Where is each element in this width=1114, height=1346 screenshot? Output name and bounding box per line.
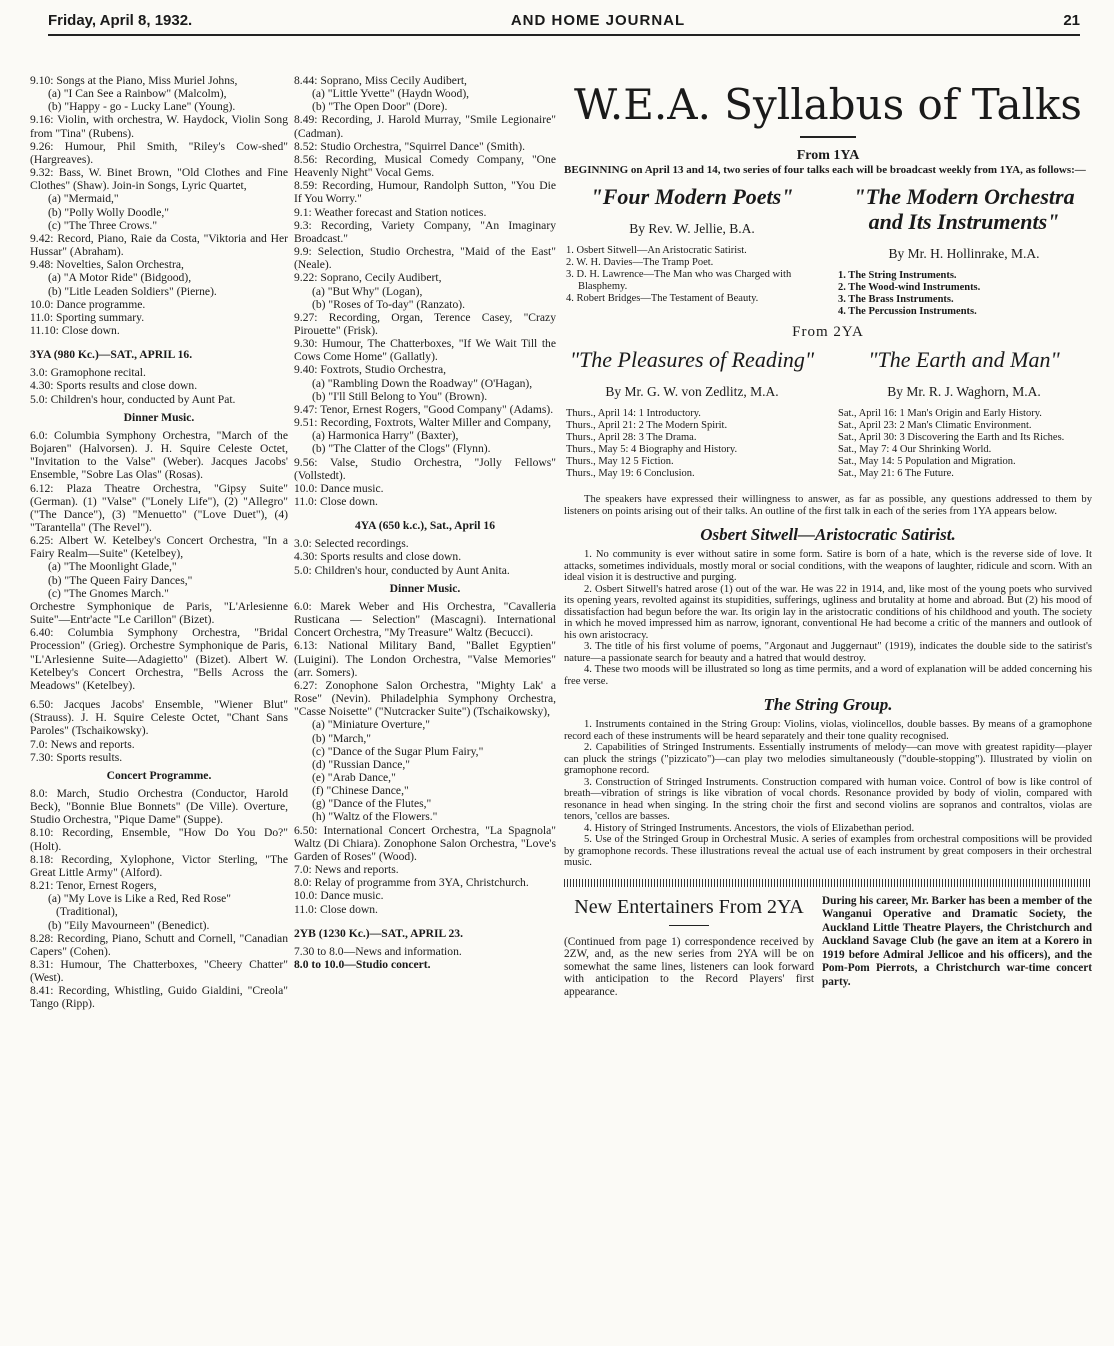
- prog-line: 3.0: Gramophone recital.: [30, 366, 146, 380]
- new-entertainers-article: [564, 895, 1092, 999]
- header-date: Friday, April 8, 1932.: [48, 12, 193, 29]
- paragraph: 5. Use of the Stringed Group in Orchestral Music. A series of examples from orchestral compositions will be provided by gramophone records. These illustrations reveal the actual use of each instrument by great composers in their orchestral music.: [564, 834, 1092, 868]
- paragraph: 2. Capabilities of Stringed Instruments. Essentially instruments of melody—can move with greatest rapidity—player can pluck the strings ("pizzicato")—can play two melodies simultaneously ("double-stopping"). Illustrated by violin on gramophone record.: [564, 742, 1092, 776]
- prog-line: (a) "Rambling Down the Roadway" (O'Hagan),: [312, 376, 533, 390]
- programme-column-1: [30, 74, 288, 1011]
- prog-line: 9.47: Tenor, Ernest Rogers, "Good Company" (Adams).: [294, 402, 554, 416]
- prog-line: (b) "The Clatter of the Clogs" (Flynn).: [312, 442, 491, 456]
- series-speaker: By Rev. W. Jellie, B.A.: [629, 221, 755, 236]
- prog-line: 4.30: Sports results and close down.: [294, 550, 462, 564]
- prog-line: 6.50: International Concert Orchestra, "La Spagnola" Waltz (Di Chiara). Zonophone Salon Orchestra, "Love's Garden of Roses" (Wood).: [294, 823, 556, 863]
- prog-line: (a) "A Motor Ride" (Bidgood),: [48, 271, 192, 285]
- prog-line: Orchestre Symphonique de Paris, "L'Arlesienne Suite"—Entr'acte "Le Carillon" (Bizet).: [30, 599, 288, 627]
- list-item: 3. The Brass Instruments.: [838, 294, 954, 305]
- prog-line: (e) "Arab Dance,": [312, 770, 396, 784]
- divider: [669, 925, 709, 926]
- prog-line: (a) "I Can See a Rainbow" (Malcolm),: [48, 87, 227, 101]
- series-title: "Four Modern Poets": [590, 184, 794, 209]
- prog-line: 9.27: Recording, Organ, Terence Casey, "Crazy Pirouette" (Frisk).: [294, 310, 556, 337]
- prog-line: (b) "March,": [312, 731, 372, 745]
- prog-line: 7.0: News and reports.: [30, 737, 135, 751]
- list-item: Thurs., May 19: 6 Conclusion.: [566, 468, 695, 479]
- list-item: Thurs., May 12 5 Fiction.: [566, 456, 674, 467]
- programme-column-2: [294, 74, 556, 971]
- series-title: "The Modern Orchestra and Its Instruments": [853, 184, 1075, 234]
- list-item: 2. The Wood-wind Instruments.: [838, 282, 981, 293]
- series-speaker: By Mr. G. W. von Zedlitz, M.A.: [605, 384, 779, 399]
- list-item: Thurs., April 21: 2 The Modern Spirit.: [566, 420, 728, 431]
- prog-line: 9.9: Selection, Studio Orchestra, "Maid of the East" (Neale).: [294, 245, 556, 272]
- dotted-divider: [564, 879, 1092, 887]
- section-heading: Dinner Music.: [123, 410, 195, 424]
- prog-line: 6.13: National Military Band, "Ballet Egyptien" (Luigini). The London Orchestra, "Valse Memories" (arr. Somers).: [294, 639, 556, 679]
- series-modern-orchestra: [836, 184, 1092, 318]
- prog-line: 6.0: Columbia Symphony Orchestra, "March of the Bojaren" (Halvorsen). J. H. Squire Celeste Octet, "Invitation to the Valse" (Weber). Jacques Jacobs' Ensemble, "Sobre Las Olas" (Rosas).: [30, 428, 288, 482]
- prog-line: 8.28: Recording, Piano, Schutt and Cornell, "Canadian Capers" (Cohen).: [30, 931, 288, 958]
- prog-line: 8.0 to 10.0—Studio concert.: [294, 958, 431, 971]
- paragraph: 4. These two moods will be illustrated so long as time permits, and a word of explanation will be added concerning his free verse.: [564, 664, 1092, 687]
- prog-line: 3.0: Selected recordings.: [294, 537, 409, 551]
- prog-line: (b) "The Open Door" (Dore).: [312, 100, 448, 114]
- prog-line: 6.12: Plaza Theatre Orchestra, "Gipsy Suite" (German). (1) "Valse" ("Lonely Life"), (2) "Allegro" ("The Dance"), (3) "Menuetto" ("Love Duet"), (4) "Tarantella" (The Revel").: [30, 481, 288, 534]
- prog-line: (a) "Miniature Overture,": [312, 718, 430, 732]
- prog-line: 8.10: Recording, Ensemble, "How Do You Do?" (Holt).: [30, 826, 288, 853]
- list-item: 2. W. H. Davies—The Tramp Poet.: [566, 257, 714, 268]
- prog-line: 10.0: Dance music.: [294, 481, 384, 495]
- station-heading: 3YA (980 Kc.)—SAT., APRIL 16.: [30, 348, 193, 362]
- prog-line: (c) "The Three Crows.": [48, 218, 158, 232]
- prog-line: 6.27: Zonophone Salon Orchestra, "Mighty Lak' a Rose" (Nevin). Philadelphia Symphony Orchestra, "Casse Noisette" ("Nutcracker Suite") (Tschaikowsky),: [294, 678, 556, 719]
- station-heading: 4YA (650 k.c.), Sat., April 16: [355, 519, 495, 533]
- series-title: "The Pleasures of Reading": [569, 347, 815, 372]
- divider: [800, 136, 856, 138]
- intro-text: BEGINNING on April 13 and 14, two series of four talks each will be broadcast weekly from 1YA, as follows:—: [564, 164, 1086, 176]
- prog-line: 8.41: Recording, Whistling, Guido Gialdini, "Creola" Tango (Ripp).: [30, 984, 288, 1011]
- prog-line: (b) "Polly Wolly Doodle,": [48, 205, 170, 219]
- list-item: Sat., April 30: 3 Discovering the Earth and Its Riches.: [838, 432, 1065, 443]
- list-item: Thurs., April 14: 1 Introductory.: [566, 408, 701, 419]
- prog-line: 11.0: Close down.: [294, 495, 378, 508]
- paragraph: 1. Instruments contained in the String Group: Violins, violas, violincellos, double basses. By means of a gramophone record each of these instruments will be heard separately and their tone quality recognised.: [564, 719, 1092, 742]
- prog-line: (a) "Mermaid,": [48, 192, 119, 206]
- paragraph: 1. No community is ever without satire in some form. Satire is born of a hate, which is the reverse side of love. It attacks, sometimes individuals, mostly moral or social conditions, with the weapons of laughter, ridicule and scorn. With an ideal vision it is destructive and purging.: [564, 549, 1092, 583]
- series-speaker: By Mr. R. J. Waghorn, M.A.: [887, 384, 1041, 399]
- paragraph: 2. Osbert Sitwell's hatred arose (1) out of the war. He was 22 in 1914, and, like most of the young poets who survived its opening years, revolted against its stupidities, sufferings, ugliness and brutality at home and abroad. But (2) his mood of dissatisfaction had begun before the war. Its origin lay in the aristocratic conditions of his childhood and youth. The society in which he moved impressed him as narrow, ignorant, conventional He had become a critic of the manners and outlook of his own aristocracy.: [564, 583, 1092, 641]
- section-heading: Dinner Music.: [389, 581, 461, 595]
- prog-line: 8.0: March, Studio Orchestra (Conductor, Harold Beck), "Bonnie Blue Bonnets" (De Ville). Overture, Studio Orchestra, "Pique Dame" (Suppe).: [30, 786, 288, 827]
- prog-line: (b) "The Queen Fairy Dances,": [48, 573, 193, 587]
- header-page-number: 21: [1063, 12, 1080, 29]
- prog-line: 9.26: Humour, Phil Smith, "Riley's Cow-shed" (Hargreaves).: [30, 139, 288, 166]
- prog-line: 10.0: Dance programme.: [30, 297, 146, 311]
- prog-line: 6.50: Jacques Jacobs' Ensemble, "Wiener Blut" (Strauss). J. H. Squire Celeste Octet, "Chant Sans Paroles" (Tschaikowsky).: [30, 698, 288, 738]
- station-heading: 2YB (1230 Kc.)—SAT., APRIL 23.: [294, 926, 463, 940]
- prog-line: 8.56: Recording, Musical Comedy Company, "One Heavenly Night" Vocal Gems.: [294, 152, 556, 180]
- prog-line: 10.0: Dance music.: [294, 889, 384, 903]
- series-earth-and-man: [836, 347, 1092, 480]
- prog-line: 9.10: Songs at the Piano, Miss Muriel Johns,: [30, 74, 238, 87]
- series-title: "The Earth and Man": [868, 347, 1060, 372]
- prog-line: 9.42: Record, Piano, Raie da Costa, "Viktoria and Her Hussar" (Abraham).: [30, 231, 288, 259]
- station-heading: From 2YA: [792, 324, 864, 340]
- prog-line: (a) "My Love is Like a Red, Red Rose" (Traditional),: [48, 892, 232, 919]
- prog-line: 8.0: Relay of programme from 3YA, Christchurch.: [294, 876, 529, 890]
- prog-line: 8.52: Studio Orchestra, "Squirrel Dance" (Smith).: [294, 139, 525, 153]
- section-heading: Concert Programme.: [106, 768, 212, 782]
- list-item: Thurs., May 5: 4 Biography and History.: [566, 444, 738, 455]
- prog-line: 8.18: Recording, Xylophone, Victor Sterling, "The Great Little Army" (Alford).: [30, 852, 288, 879]
- list-item: Sat., May 14: 5 Population and Migration.: [838, 456, 1016, 467]
- prog-line: 5.0: Children's hour, conducted by Aunt Anita.: [294, 563, 510, 577]
- list-item: Sat., April 23: 2 Man's Climatic Environment.: [838, 420, 1032, 431]
- prog-line: 6.0: Marek Weber and His Orchestra, "Cavalleria Rusticana — Selection" (Mascagni). International Concert Orchestra, "My Treasure" Waltz (Becucci).: [294, 599, 556, 640]
- series-speaker: By Mr. H. Hollinrake, M.A.: [888, 246, 1040, 261]
- list-item: 4. The Percussion Instruments.: [838, 306, 977, 317]
- station-heading: From 1YA: [796, 148, 860, 163]
- prog-line: (a) Harmonica Harry" (Baxter),: [312, 429, 459, 443]
- list-item: 4. Robert Bridges—The Testament of Beauty.: [566, 293, 759, 304]
- article-title: New Entertainers From 2YA: [574, 895, 804, 918]
- prog-line: 8.44: Soprano, Miss Cecily Audibert,: [294, 74, 467, 87]
- prog-line: (b) "Happy - go - Lucky Lane" (Young).: [48, 100, 236, 114]
- paragraph: 4. History of Stringed Instruments. Ancestors, the viols of Elizabethan period.: [584, 822, 915, 834]
- prog-line: 7.30: Sports results.: [30, 750, 123, 764]
- prog-line: (b) "Eily Mavourneen" (Benedict).: [48, 918, 210, 932]
- prog-line: 9.30: Humour, The Chatterboxes, "If We Wait Till the Cows Come Home" (Gallatly).: [294, 337, 556, 364]
- prog-line: (c) "Dance of the Sugar Plum Fairy,": [312, 744, 484, 758]
- prog-line: 11.10: Close down.: [30, 323, 120, 337]
- section-heading: The String Group.: [763, 695, 893, 714]
- prog-line: (h) "Waltz of the Flowers.": [312, 810, 438, 824]
- article-body-continued: During his career, Mr. Barker has been a member of the Wanganui Operative and Dramatic Society, the Auckland Little Theatre Players, the Christchurch and Auckland Savage Club (he gave an item at a Korero in 1919 before Admiral Jellicoe and his officers), and the Pom-Pom Pierrots, a Christchurch war-time concert party.: [822, 894, 1092, 988]
- prog-line: 9.16: Violin, with orchestra, W. Haydock, Violin Song from "Tina" (Rubens).: [30, 113, 288, 140]
- prog-line: 9.32: Bass, W. Binet Brown, "Old Clothes and Fine Clothes" (Shaw). Join-in Songs, Lyric Quartet,: [30, 166, 288, 193]
- series-pleasures-of-reading: [564, 347, 820, 480]
- speakers-note: The speakers have expressed their willingness to answer, as far as possible, any questions addressed to them by listeners on points arising out of their talks. An outline of the first talk in each of the series from 1YA appears below.: [564, 494, 1092, 517]
- prog-line: 9.51: Recording, Foxtrots, Walter Miller and Company,: [294, 416, 551, 430]
- prog-line: (b) "I'll Still Belong to You" (Brown).: [312, 389, 488, 403]
- paragraph: 3. Construction of Stringed Instruments. Construction compared with human voice. Control of bow is like control of breath—vibration of strings is like vibration of vocal chords. Resonance provided by body of violin, compared with resonance in head when singing. In the string choir the first and second violins are sopranos and contraltos, violas are tenors, 'cellos are basses.: [564, 776, 1092, 822]
- header-journal: AND HOME JOURNAL: [510, 12, 686, 29]
- list-item: Sat., April 16: 1 Man's Origin and Early History.: [838, 408, 1042, 419]
- prog-line: 11.0: Sporting summary.: [30, 310, 145, 324]
- prog-line: 9.22: Soprano, Cecily Audibert,: [294, 271, 442, 285]
- prog-line: 7.0: News and reports.: [294, 863, 399, 877]
- list-item: 1. The String Instruments.: [838, 270, 957, 281]
- prog-line: (f) "Chinese Dance,": [312, 784, 409, 798]
- prog-line: (g) "Dance of the Flutes,": [312, 797, 432, 811]
- prog-line: (d) "Russian Dance,": [312, 757, 411, 771]
- prog-line: 6.40: Columbia Symphony Orchestra, "Bridal Procession" (Grieg). Orchestre Symphonique de Paris, "L'Arlesienne Suite—Adagietto" (Bizet). Albert W. Ketelbey's Concert Orchestra, "Bells Across the Meadows" (Ketelbey).: [30, 626, 288, 692]
- prog-line: (b) "Litle Leaden Soldiers" (Pierne).: [48, 284, 217, 298]
- prog-line: 9.48: Novelties, Salon Orchestra,: [30, 258, 184, 272]
- list-item: Thurs., April 28: 3 The Drama.: [566, 432, 697, 443]
- prog-line: 9.1: Weather forecast and Station notices.: [294, 205, 487, 219]
- prog-line: 8.59: Recording, Humour, Randolph Sutton, "You Die If You Worry.": [294, 179, 556, 206]
- list-item: 1. Osbert Sitwell—An Aristocratic Satirist.: [566, 245, 747, 256]
- page-header: [48, 8, 1080, 36]
- page-title: W.E.A. Syllabus of Talks: [574, 80, 1082, 129]
- prog-line: 9.56: Valse, Studio Orchestra, "Jolly Fellows" (Vollstedt).: [294, 455, 556, 482]
- prog-line: 8.21: Tenor, Ernest Rogers,: [30, 879, 157, 893]
- prog-line: (a) "Little Yvette" (Haydn Wood),: [312, 87, 470, 101]
- prog-line: 11.0: Close down.: [294, 902, 378, 916]
- prog-line: 5.0: Children's hour, conducted by Aunt Pat.: [30, 392, 236, 406]
- wea-syllabus: [564, 74, 1092, 998]
- prog-line: 4.30: Sports results and close down.: [30, 379, 198, 393]
- list-item: Sat., May 21: 6 The Future.: [838, 468, 954, 479]
- article-body: (Continued from page 1) correspondence received by 2ZW, and, as the new series from 2YA will be on somewhat the same lines, listeners can look forward with anticipation to the Record Players' first appearance.: [564, 935, 814, 998]
- prog-line: 7.30 to 8.0—News and information.: [294, 944, 462, 958]
- prog-line: (a) "But Why" (Logan),: [312, 284, 423, 298]
- prog-line: 8.31: Humour, The Chatterboxes, "Cheery Chatter" (West).: [30, 958, 288, 985]
- section-heading: Osbert Sitwell—Aristocratic Satirist.: [700, 525, 956, 544]
- prog-line: (a) "The Moonlight Glade,": [48, 560, 177, 574]
- prog-line: 6.25: Albert W. Ketelbey's Concert Orchestra, "In a Fairy Realm—Suite" (Ketelbey),: [30, 534, 288, 561]
- paragraph: 3. The title of his first volume of poems, "Argonaut and Juggernaut" (1919), indicates the double side to the satirist's nature—a passionate search for beauty and a hatred that would destroy.: [564, 641, 1092, 664]
- list-item: 3. D. H. Lawrence—The Man who was Charged with Blasphemy.: [566, 269, 792, 292]
- prog-line: 8.49: Recording, J. Harold Murray, "Smile Legionaire" (Cadman).: [294, 113, 556, 140]
- series-four-modern-poets: [564, 184, 820, 318]
- prog-line: 9.3: Recording, Variety Company, "An Imaginary Broadcast.": [294, 218, 556, 245]
- prog-line: (c) "The Gnomes March.": [48, 586, 169, 600]
- list-item: Sat., May 7: 4 Our Shrinking World.: [838, 444, 992, 455]
- prog-line: (b) "Roses of To-day" (Ranzato).: [312, 297, 465, 311]
- prog-line: 9.40: Foxtrots, Studio Orchestra,: [294, 363, 446, 377]
